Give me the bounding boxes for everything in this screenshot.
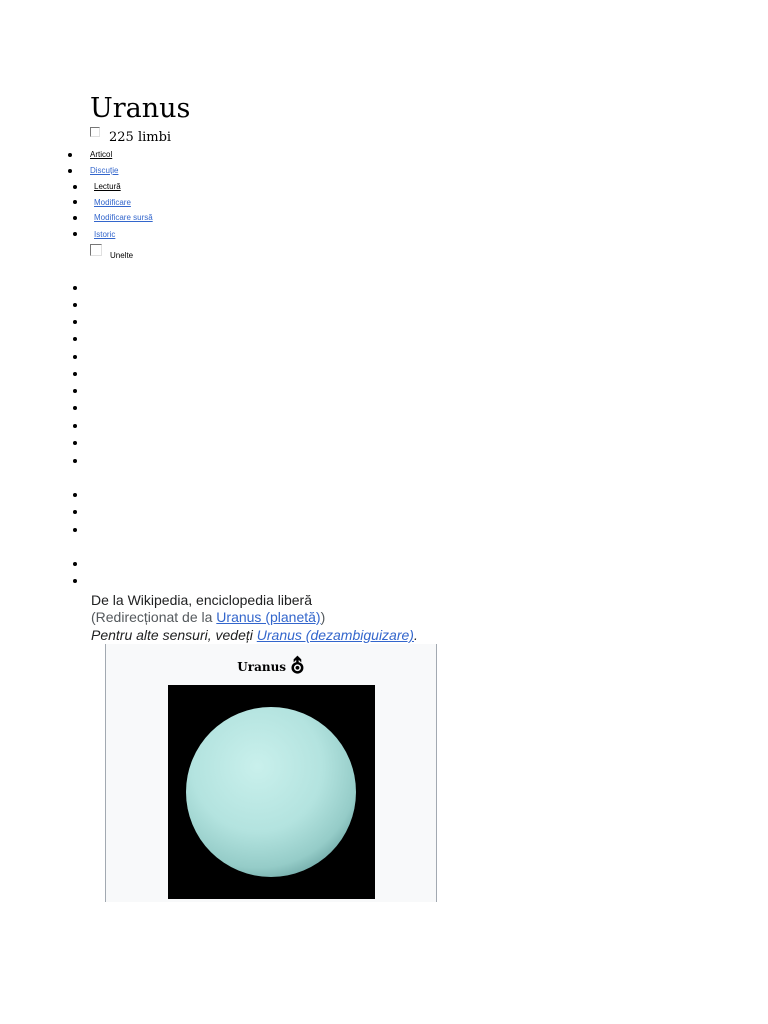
site-tagline: De la Wikipedia, enciclopedia liberă [91,592,313,608]
tab-history[interactable]: Istoric [94,230,116,239]
list-item [73,510,77,514]
list-item [73,579,77,583]
infobox-title [106,654,436,678]
bullet [73,232,77,236]
infobox [105,644,437,902]
list-item [73,459,77,463]
tab-talk[interactable]: Discuție [90,166,119,175]
list-item [73,406,77,410]
hatnote-suffix: . [413,627,418,643]
bullet [73,200,77,204]
list-item [73,320,77,324]
bullet [68,153,72,157]
list-item [73,528,77,532]
redirect-suffix: ) [320,609,326,625]
list-item [73,372,77,376]
uranus-planet-icon [168,685,375,899]
bullet [73,185,77,189]
list-item [73,562,77,566]
list-item [73,493,77,497]
uranus-symbol-icon: ⛢ [290,654,305,678]
bullet [68,169,72,173]
tools-checkbox[interactable] [90,244,102,256]
bullet [73,216,77,220]
hatnote-prefix: Pentru alte sensuri, vedeți [91,627,257,643]
tab-edit[interactable]: Modificare [94,198,131,207]
list-item [73,424,77,428]
redirect-link[interactable]: Uranus (planetă) [216,609,321,625]
list-item [73,286,77,290]
languages-toggle[interactable] [90,126,171,145]
list-item [73,441,77,445]
infobox-title-text: Uranus [237,660,287,674]
tools-label[interactable]: Unelte [110,251,134,260]
tab-article[interactable]: Articol [90,150,113,159]
hatnote-link[interactable]: Uranus (dezambiguizare) [256,627,414,643]
list-item [73,337,77,341]
languages-checkbox[interactable] [90,127,100,137]
tab-read[interactable]: Lectură [94,182,121,191]
page-title: Uranus [90,93,191,124]
redirect-prefix: (Redirecționat de la [91,609,217,625]
list-item [73,303,77,307]
languages-label[interactable]: 225 limbi [109,130,172,145]
list-item [73,355,77,359]
planet-image[interactable] [168,685,375,899]
tools-toggle[interactable] [90,244,133,260]
redirect-note [91,608,325,626]
hatnote [91,626,418,644]
list-item [73,389,77,393]
tab-edit-source[interactable]: Modificare sursă [94,213,153,222]
